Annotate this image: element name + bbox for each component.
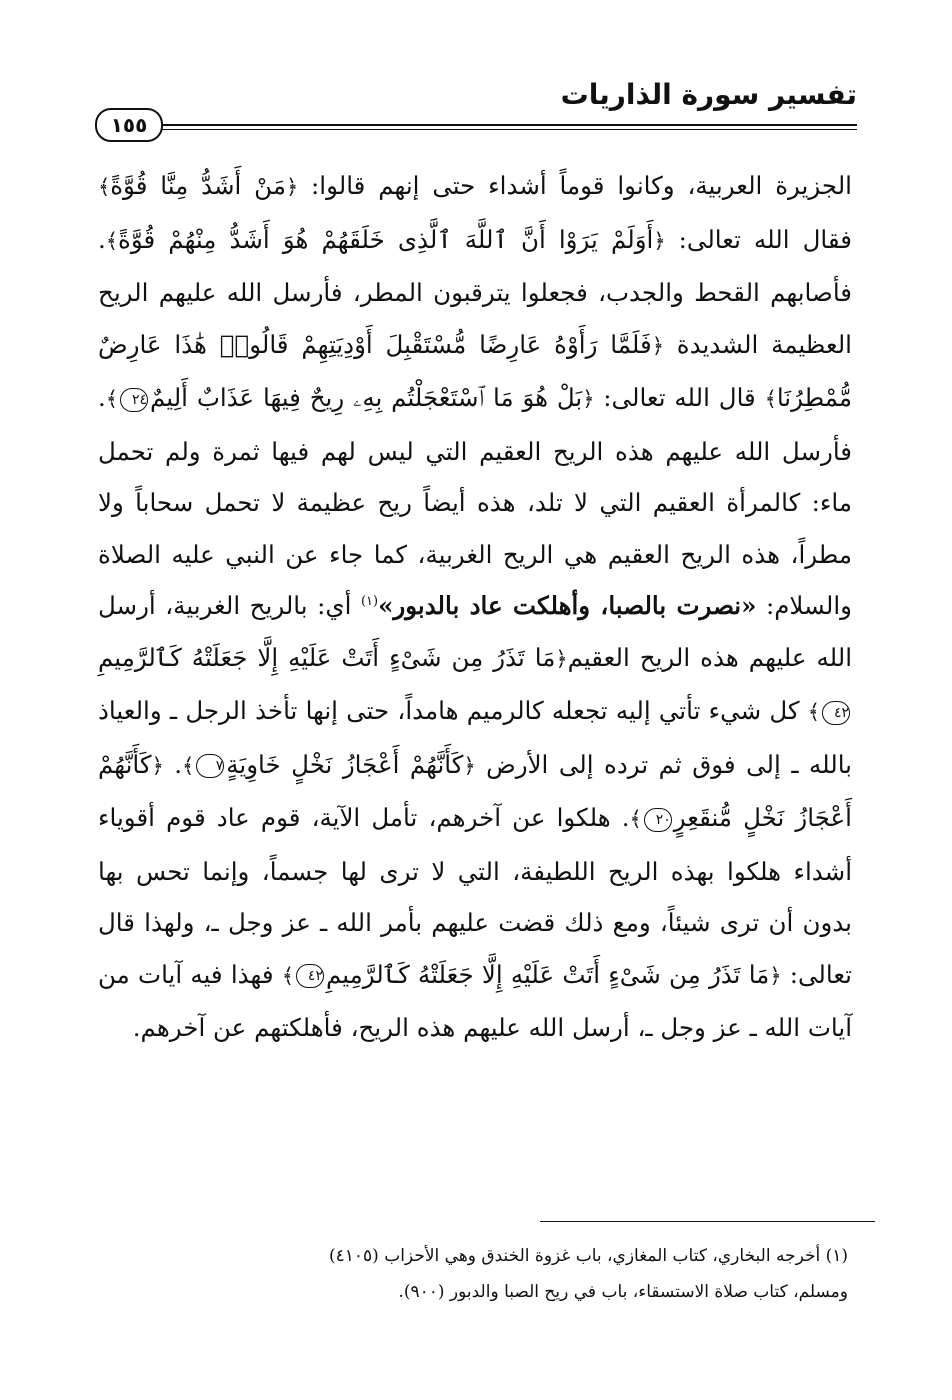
- text-segment: .: [163, 749, 183, 779]
- text-segment: كل شيء تأتي إليه تجعله كالرميم هامداً، حتى إنها تأخذ الرجل ـ والعياذ بالله ـ إلى فوق ثم ترده إلى الأرض: [98, 696, 852, 779]
- ayah-number-badge: ٤٢: [822, 701, 850, 725]
- quran-quote: مَا تَذَرُ مِن شَىْءٍ أَتَتْ عَلَيْهِ إِلَّا جَعَلَتْهُ كَٱلرَّمِيمِ: [98, 642, 556, 672]
- quran-quote: كَأَنَّهُمْ أَعْجَازُ نَخْلٍ خَاوِيَةٍ: [226, 749, 464, 779]
- ornate-bracket-open: ﴿: [151, 753, 164, 778]
- text-segment: فقال الله تعالى:: [665, 224, 852, 254]
- ayah-number-badge: ٧: [196, 754, 224, 778]
- ayah-number-badge: ٢٠: [644, 808, 672, 832]
- text-segment: . فأصابهم القحط والجدب، فجعلوا يترقبون المطر، فأرسل الله عليهم الريح العظيمة الشديدة: [98, 224, 852, 359]
- header-rule: [160, 124, 857, 130]
- ornate-bracket-close: ﴾: [105, 387, 118, 411]
- ornate-bracket-close: ﴾: [98, 175, 111, 199]
- hadith-quote: «نصرت بالصبا، وأهلكت عاد بالدبور»: [378, 591, 757, 620]
- quran-quote: أَوَلَمْ يَرَوْا أَنَّ ٱللَّهَ ٱلَّذِى خَلَقَهُمْ هُوَ أَشَدُّ مِنْهُمْ قُوَّةً: [118, 224, 654, 254]
- ayah-number-badge: ٤٢: [296, 964, 324, 988]
- ornate-bracket-open: ﴿: [555, 646, 568, 671]
- ornate-bracket-close: ﴾: [105, 228, 118, 253]
- text-segment: قال الله تعالى:: [594, 383, 765, 412]
- text-segment: أي: بالريح الغربية، أرسل الله عليهم هذه الريح العقيم: [98, 591, 852, 672]
- text-segment: الجزيرة العربية، وكانوا قوماً أشداء حتى إنهم قالوا:: [298, 171, 852, 200]
- running-title: تفسير سورة الذاريات: [560, 78, 857, 111]
- ornate-bracket-open: ﴿: [582, 387, 595, 411]
- footnote-marker: (١): [360, 593, 379, 609]
- quran-quote: مَا تَذَرُ مِن شَىْءٍ أَتَتْ عَلَيْهِ إِلَّا جَعَلَتْهُ كَٱلرَّمِيمِ: [325, 959, 770, 989]
- footnote-separator: [540, 1221, 875, 1222]
- ornate-bracket-open: ﴿: [463, 753, 476, 778]
- ornate-bracket-close: ﴾: [281, 963, 294, 988]
- ornate-bracket-open: ﴿: [769, 963, 782, 988]
- ayah-number-badge: ٢٤: [120, 388, 148, 412]
- footnote-line: (١) أخرجه البخاري، كتاب المغازي، باب غزوة الخندق وهي الأحزاب (٤١٠٥): [329, 1246, 848, 1266]
- footnote-line: ومسلم، كتاب صلاة الاستسقاء، باب في ريح الصبا والدبور (٩٠٠).: [398, 1282, 848, 1302]
- quran-quote: بَلْ هُوَ مَا ٱسْتَعْجَلْتُم بِهِۦ رِيحٌ فِيهَا عَذَابٌ أَلِيمٌ: [150, 383, 583, 412]
- text-segment: فهذا فيه آيات من آيات الله ـ عز وجل ـ، أرسل الله عليهم هذه الريح، فأهلكتهم عن آخرهم.: [98, 959, 852, 1042]
- ornate-bracket-open: ﴿: [651, 333, 664, 358]
- ornate-bracket-close: ﴾: [807, 700, 820, 724]
- text-segment: . هلكوا عن آخرهم، تأمل الآية، قوم عاد قوم أقوياء أشداء هلكوا بهذه الريح اللطيفة، التي لا ترى لها جسماً، وإنما تحس بها بدون أن ترى شيئاً، ومع ذلك قضت عليهم بأمر الله ـ عز وجل ـ، ولهذا قال تعالى:: [98, 803, 852, 989]
- ornate-bracket-close: ﴾: [629, 807, 642, 831]
- ornate-bracket-close: ﴾: [182, 753, 195, 778]
- main-text: [98, 160, 852, 1054]
- ornate-bracket-open: ﴿: [653, 228, 666, 253]
- ornate-bracket-close: ﴾: [764, 387, 777, 411]
- page-header: [95, 78, 857, 140]
- quran-quote: كَأَنَّهُمْ أَعْجَازُ نَخْلٍ مُّنقَعِرٍ: [98, 749, 852, 832]
- main-paragraph: [98, 160, 852, 1054]
- text-segment: . فأرسل الله عليهم هذه الريح العقيم التي ليس لهم فيها ثمرة ولم تحمل ماء: كالمرأة العقيم التي لا تلد، هذه أيضاً ريح عظيمة لا تحمل سحاباً ولا مطراً، هذه الريح العقيم هي الريح الغربية، كما جاء عن النبي عليه الصلاة والسلام:: [98, 383, 853, 620]
- ornate-bracket-open: ﴿: [285, 175, 299, 199]
- page-number-badge: ١٥٥: [95, 108, 163, 142]
- quran-quote: مَنْ أَشَدُّ مِنَّا قُوَّةً: [110, 171, 286, 200]
- footnotes: [98, 1238, 848, 1310]
- quran-quote: فَلَمَّا رَأَوْهُ عَارِضًا مُّسْتَقْبِلَ أَوْدِيَتِهِمْ قَالُوا۟ هَٰذَا عَارِضٌ مُّمْطِرُنَا: [98, 329, 852, 412]
